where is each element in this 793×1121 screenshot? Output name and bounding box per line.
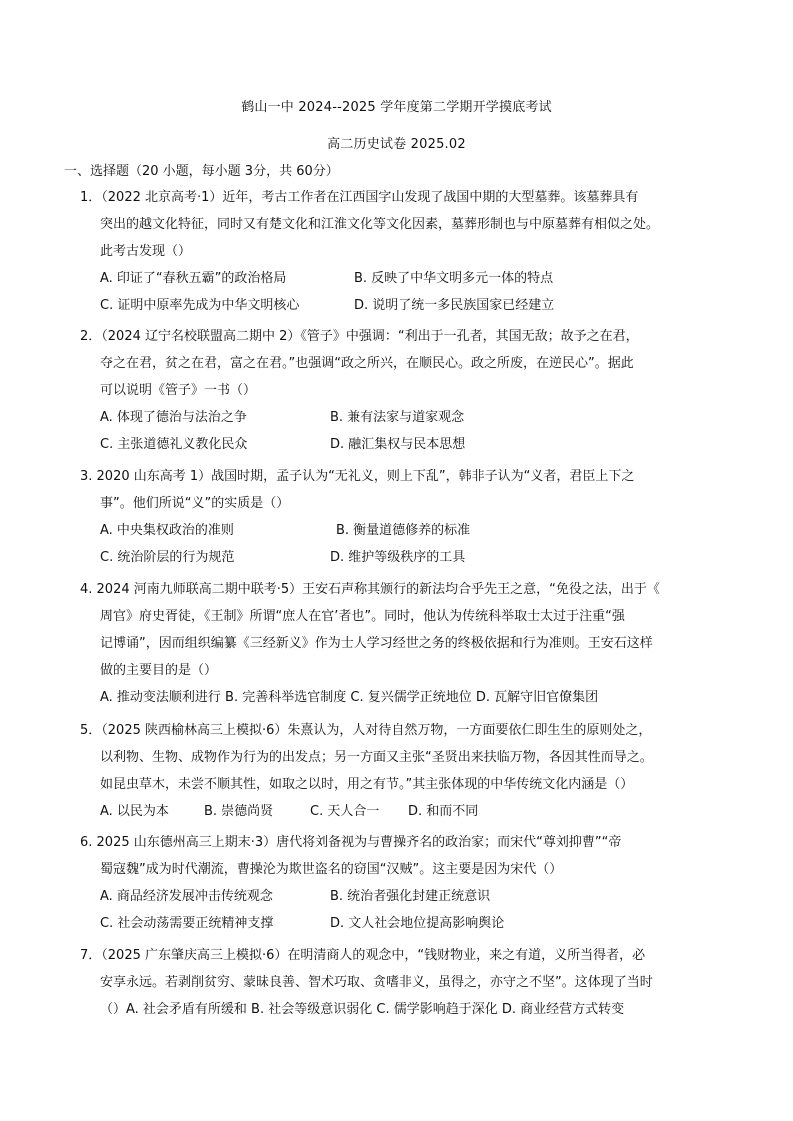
question-stem-line: 蜀寇魏”成为时代潮流，曹操沦为欺世盗名的窃国“汉贼”。这主要是因为宋代（） (100, 862, 563, 877)
question-stem-line: 以利物、生物、成物作为行为的出发点；另一方面又主张“圣贤出来扶临万物，各因其性而导之。 (100, 750, 653, 765)
option-row (80, 883, 720, 910)
question-stem-line: 5．（2025 陕西榆林高三上模拟·6）朱熹认为，人对待自然万物，一方面要依仁即生生的原则处之， (80, 723, 652, 738)
question-3 (80, 463, 720, 571)
question-2 (80, 323, 720, 458)
option-row (80, 431, 720, 458)
option-row (80, 517, 720, 544)
options-inline: A. 推动变法顺利进行 B. 完善科举选官制度 C. 复兴儒学正统地位 D. 瓦解守旧官僚集团 (100, 690, 599, 705)
exam-subtitle: 高二历史试卷 2025.02 (327, 137, 466, 152)
option-d: D. 维护等级秩序的工具 (330, 550, 466, 565)
option-d: D. 说明了统一多民族国家已经建立 (354, 298, 555, 313)
option-row (80, 404, 720, 431)
option-row (80, 544, 720, 571)
option-c: C. 证明中原率先成为中华文明核心 (100, 298, 300, 313)
question-stem-line: 1．（2022 北京高考·1）近年，考古工作者在江西国字山发现了战国中期的大型墓葬。该墓葬具有 (80, 190, 639, 205)
option-d: D. 融汇集权与民本思想 (330, 437, 466, 452)
option-row (80, 265, 720, 292)
option-row (80, 684, 720, 711)
option-b: B. 反映了中华文明多元一体的特点 (354, 271, 554, 286)
option-a: A. 体现了德治与法治之争 (100, 410, 247, 425)
question-5 (80, 717, 720, 825)
option-c: C. 主张道德礼义教化民众 (100, 437, 248, 452)
question-7 (80, 942, 720, 1023)
option-c: C. 社会动荡需要正统精神支撑 (100, 916, 274, 931)
question-stem-line: 4. 2024 河南九师联高二期中联考·5）王安石声称其颁行的新法均合乎先王之意，“免役之法，出于《 (80, 582, 660, 597)
question-stem-line: 7．（2025 广东肇庆高三上模拟·6）在明清商人的观念中，“钱财物业，来之有道，义所当得者，必 (80, 948, 646, 963)
question-stem-line: 周官》府史胥徒，《王制》所谓“庶人在官’者也”。同时，他认为传统科举取士太过于注重“强 (100, 609, 625, 624)
option-a: A. 商品经济发展冲击传统观念 (100, 889, 273, 904)
question-4 (80, 576, 720, 711)
option-row (80, 798, 720, 825)
question-stem-line: 可以说明《管子》一书（） (100, 383, 257, 398)
option-row (80, 910, 720, 937)
option-b: B. 衡量道德修养的标准 (336, 523, 471, 538)
question-stem-line: 如昆虫草木，未尝不顺其性，如取之以时，用之有节。”其主张体现的中华传统文化内涵是（） (100, 777, 634, 792)
option-a: A. 中央集权政治的准则 (100, 523, 234, 538)
question-stem-line: 安享永远。若剥削贫穷、蒙昧良善、智术巧取、贪嗜非义，虽得之，亦守之不坚”。这体现了当时 (100, 975, 653, 990)
question-stem-line: 此考古发现（） (100, 244, 192, 259)
question-stem-line: 做的主要目的是（） (100, 663, 218, 678)
question-6 (80, 829, 720, 937)
section-heading: 一、选择题（20 小题，每小题 3分，共 60分） (64, 164, 339, 179)
question-stem-line: 夺之在君，贫之在君，富之在君。”也强调“政之所兴，在顺民心。政之所废，在逆民心”。据此 (100, 356, 634, 371)
question-1 (80, 184, 720, 319)
option-d: D. 文人社会地位提高影响舆论 (330, 916, 505, 931)
option-d: D. 和而不同 (408, 804, 479, 819)
exam-title: 鹤山一中 2024--2025 学年度第二学期开学摸底考试 (241, 100, 552, 115)
option-a: A. 以民为本 (100, 804, 169, 819)
option-b: B. 统治者强化封建正统意识 (330, 889, 491, 904)
option-b: B. 兼有法家与道家观念 (330, 410, 465, 425)
option-row (80, 292, 720, 319)
option-a: A. 印证了“春秋五霸”的政治格局 (100, 271, 287, 286)
question-stem-line: 事”。他们所说“义”的实质是（） (100, 496, 290, 511)
question-stem-line: 3. 2020 山东高考 1）战国时期，孟子认为“无礼义，则上下乱”，韩非子认为“义者，君臣上下之 (80, 469, 635, 484)
question-stem-line: 6. 2025 山东德州高三上期末·3）唐代将刘备视为与曹操齐名的政治家；而宋代“尊刘抑曹”“帝 (80, 835, 622, 850)
question-stem-line: 记博诵”，因而组织编纂《三经新义》作为士人学习经世之务的终极依据和行为准则。王安石这样 (100, 636, 653, 651)
question-stem-line: 2．（2024 辽宁名校联盟高二期中 2）《管子》中强调：“利出于一孔者，其国无敌；故予之在君， (80, 329, 639, 344)
question-stem-line: 突出的越文化特征，同时又有楚文化和江淮文化等文化因素，墓葬形制也与中原墓葬有相似之处。 (100, 217, 660, 232)
option-c: C. 天人合一 (310, 804, 380, 819)
option-c: C. 统治阶层的行为规范 (100, 550, 235, 565)
question-stem-line: （）A. 社会矛盾有所缓和 B. 社会等级意识弱化 C. 儒学影响趋于深化 D. 商业经营方式转变 (100, 1002, 625, 1017)
option-b: B. 崇德尚贤 (204, 804, 274, 819)
